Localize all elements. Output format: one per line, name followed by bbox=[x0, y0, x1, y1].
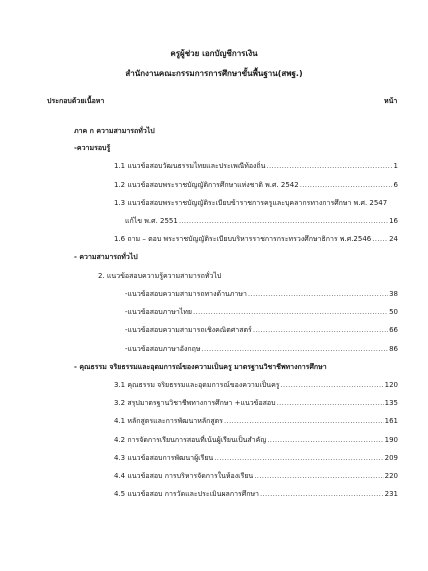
toc-leader bbox=[277, 399, 384, 408]
toc-entry bbox=[114, 490, 398, 499]
toc-leader bbox=[254, 472, 383, 481]
toc-leader bbox=[214, 454, 383, 463]
toc-entry-label: 4.4 แนวข้อสอบ การบริหารจัดการในห้องเรียน bbox=[114, 472, 254, 480]
document-subtitle: สำนักงานคณะกรรมการการศึกษาขั้นพื้นฐาน(สพฐ.) bbox=[125, 69, 303, 78]
toc-entry-page: 16 bbox=[389, 217, 398, 225]
toc-entry-label: 3.2 สรุปมาตรฐานวิชาชีพทางการศึกษา +แนวข้อสอบ bbox=[114, 399, 276, 407]
toc-entry-page: 135 bbox=[384, 399, 398, 407]
toc-entry bbox=[114, 472, 398, 481]
toc-entry bbox=[114, 162, 398, 171]
toc-entry-page: 66 bbox=[389, 326, 398, 334]
toc-leader bbox=[201, 345, 388, 354]
toc-entry-page: 38 bbox=[389, 290, 398, 298]
toc-entry-page: 24 bbox=[389, 235, 398, 243]
toc-entry-label: แก้ไข พ.ศ. 2551 bbox=[125, 217, 178, 225]
section-ethics: - คุณธรรม จริยธรรมและอุดมการณ์ของความเป็นครู มาตรฐานวิชาชีพทางการศึกษา bbox=[74, 363, 327, 371]
toc-leader bbox=[300, 181, 393, 190]
toc-entry bbox=[114, 417, 398, 426]
toc-leader bbox=[224, 417, 384, 426]
toc-entry-label: 4.2 การจัดการเรียนการสอนที่เน้นผู้เรียนเป็นสำคัญ bbox=[114, 436, 267, 444]
toc-entry bbox=[114, 181, 398, 190]
subsection-ability: 2. แนวข้อสอบความรู้ความสามารถทั่วไป bbox=[98, 272, 222, 280]
document-title: ครูผู้ช่วย เอกบัญชีการเงิน bbox=[170, 49, 258, 58]
toc-entry-label: 1.1 แนวข้อสอบวัฒนธรรมไทยและประเพณีท้องถิ่น bbox=[114, 162, 266, 170]
toc-entry-label: -แนวข้อสอบความสามารถเชิงคณิตศาสตร์ bbox=[125, 326, 252, 334]
toc-entry-page: 50 bbox=[389, 308, 398, 316]
toc-entry-page: 190 bbox=[384, 436, 398, 444]
toc-entry-label: 4.3 แนวข้อสอบการพัฒนาผู้เรียน bbox=[114, 454, 214, 462]
toc-entry bbox=[125, 217, 398, 226]
toc-entry-page: 120 bbox=[384, 381, 398, 389]
toc-header-left: ประกอบด้วยเนื้อหา bbox=[47, 97, 105, 105]
toc-entry-label: 4.5 แนวข้อสอบ การวัดและประเมินผลการศึกษา bbox=[114, 490, 259, 498]
toc-entry bbox=[114, 436, 398, 445]
toc-leader bbox=[372, 235, 388, 244]
toc-entry-page: 86 bbox=[389, 345, 398, 353]
toc-entry-page: 161 bbox=[384, 417, 398, 425]
toc-leader bbox=[193, 308, 388, 317]
toc-entry-label: 1.6 ถาม – ตอบ พระราชบัญญัติระเบียบบริหารราชการกระทรวงศึกษาธิการ พ.ศ.2546 bbox=[114, 235, 372, 243]
toc-entry-page: 231 bbox=[384, 490, 398, 498]
part-heading: ภาค ก ความสามารถทั่วไป bbox=[74, 127, 155, 135]
toc-entry bbox=[125, 290, 398, 299]
toc-leader bbox=[266, 162, 392, 171]
toc-entry-page: 220 bbox=[384, 472, 398, 480]
toc-entry bbox=[125, 326, 398, 335]
toc-leader bbox=[179, 217, 388, 226]
toc-leader bbox=[253, 326, 388, 335]
toc-entry bbox=[114, 399, 398, 408]
toc-entry bbox=[114, 454, 398, 463]
toc-entry-label: 1.2 แนวข้อสอบพระราชบัญญัติการศึกษาแห่งชาติ พ.ศ. 2542 bbox=[114, 181, 299, 189]
toc-entry-label: -แนวข้อสอบภาษาอังกฤษ bbox=[125, 345, 201, 353]
toc-entry-label: 1.3 แนวข้อสอบพระราชบัญญัติระเบียบข้าราชการครูและบุคลากรทางการศึกษา พ.ศ. 2547 bbox=[114, 199, 388, 207]
toc-entry-label: 4.1 หลักสูตรและการพัฒนาหลักสูตร bbox=[114, 417, 223, 425]
toc-entry-page: 209 bbox=[384, 454, 398, 462]
toc-entry-page: 1 bbox=[393, 162, 398, 170]
toc-entry-label: -แนวข้อสอบภาษาไทย bbox=[125, 308, 192, 316]
toc-entry bbox=[114, 235, 398, 244]
toc-leader bbox=[260, 490, 384, 499]
section-general-knowledge: -ความรอบรู้ bbox=[74, 144, 111, 152]
toc-entry-page: 6 bbox=[393, 181, 398, 189]
section-general-ability: - ความสามารถทั่วไป bbox=[74, 253, 138, 261]
toc-leader bbox=[281, 381, 384, 390]
toc-entry bbox=[125, 345, 398, 354]
toc-entry-label: 3.1 คุณธรรม จริยธรรมและอุดมการณ์ของความเป็นครู bbox=[114, 381, 280, 389]
toc-entry-label: -แนวข้อสอบความสามารถทางด้านภาษา bbox=[125, 290, 247, 298]
toc-leader bbox=[267, 436, 383, 445]
toc-entry bbox=[125, 308, 398, 317]
toc-leader bbox=[248, 290, 388, 299]
toc-entry bbox=[114, 381, 398, 390]
toc-header-right: หน้า bbox=[384, 97, 398, 105]
